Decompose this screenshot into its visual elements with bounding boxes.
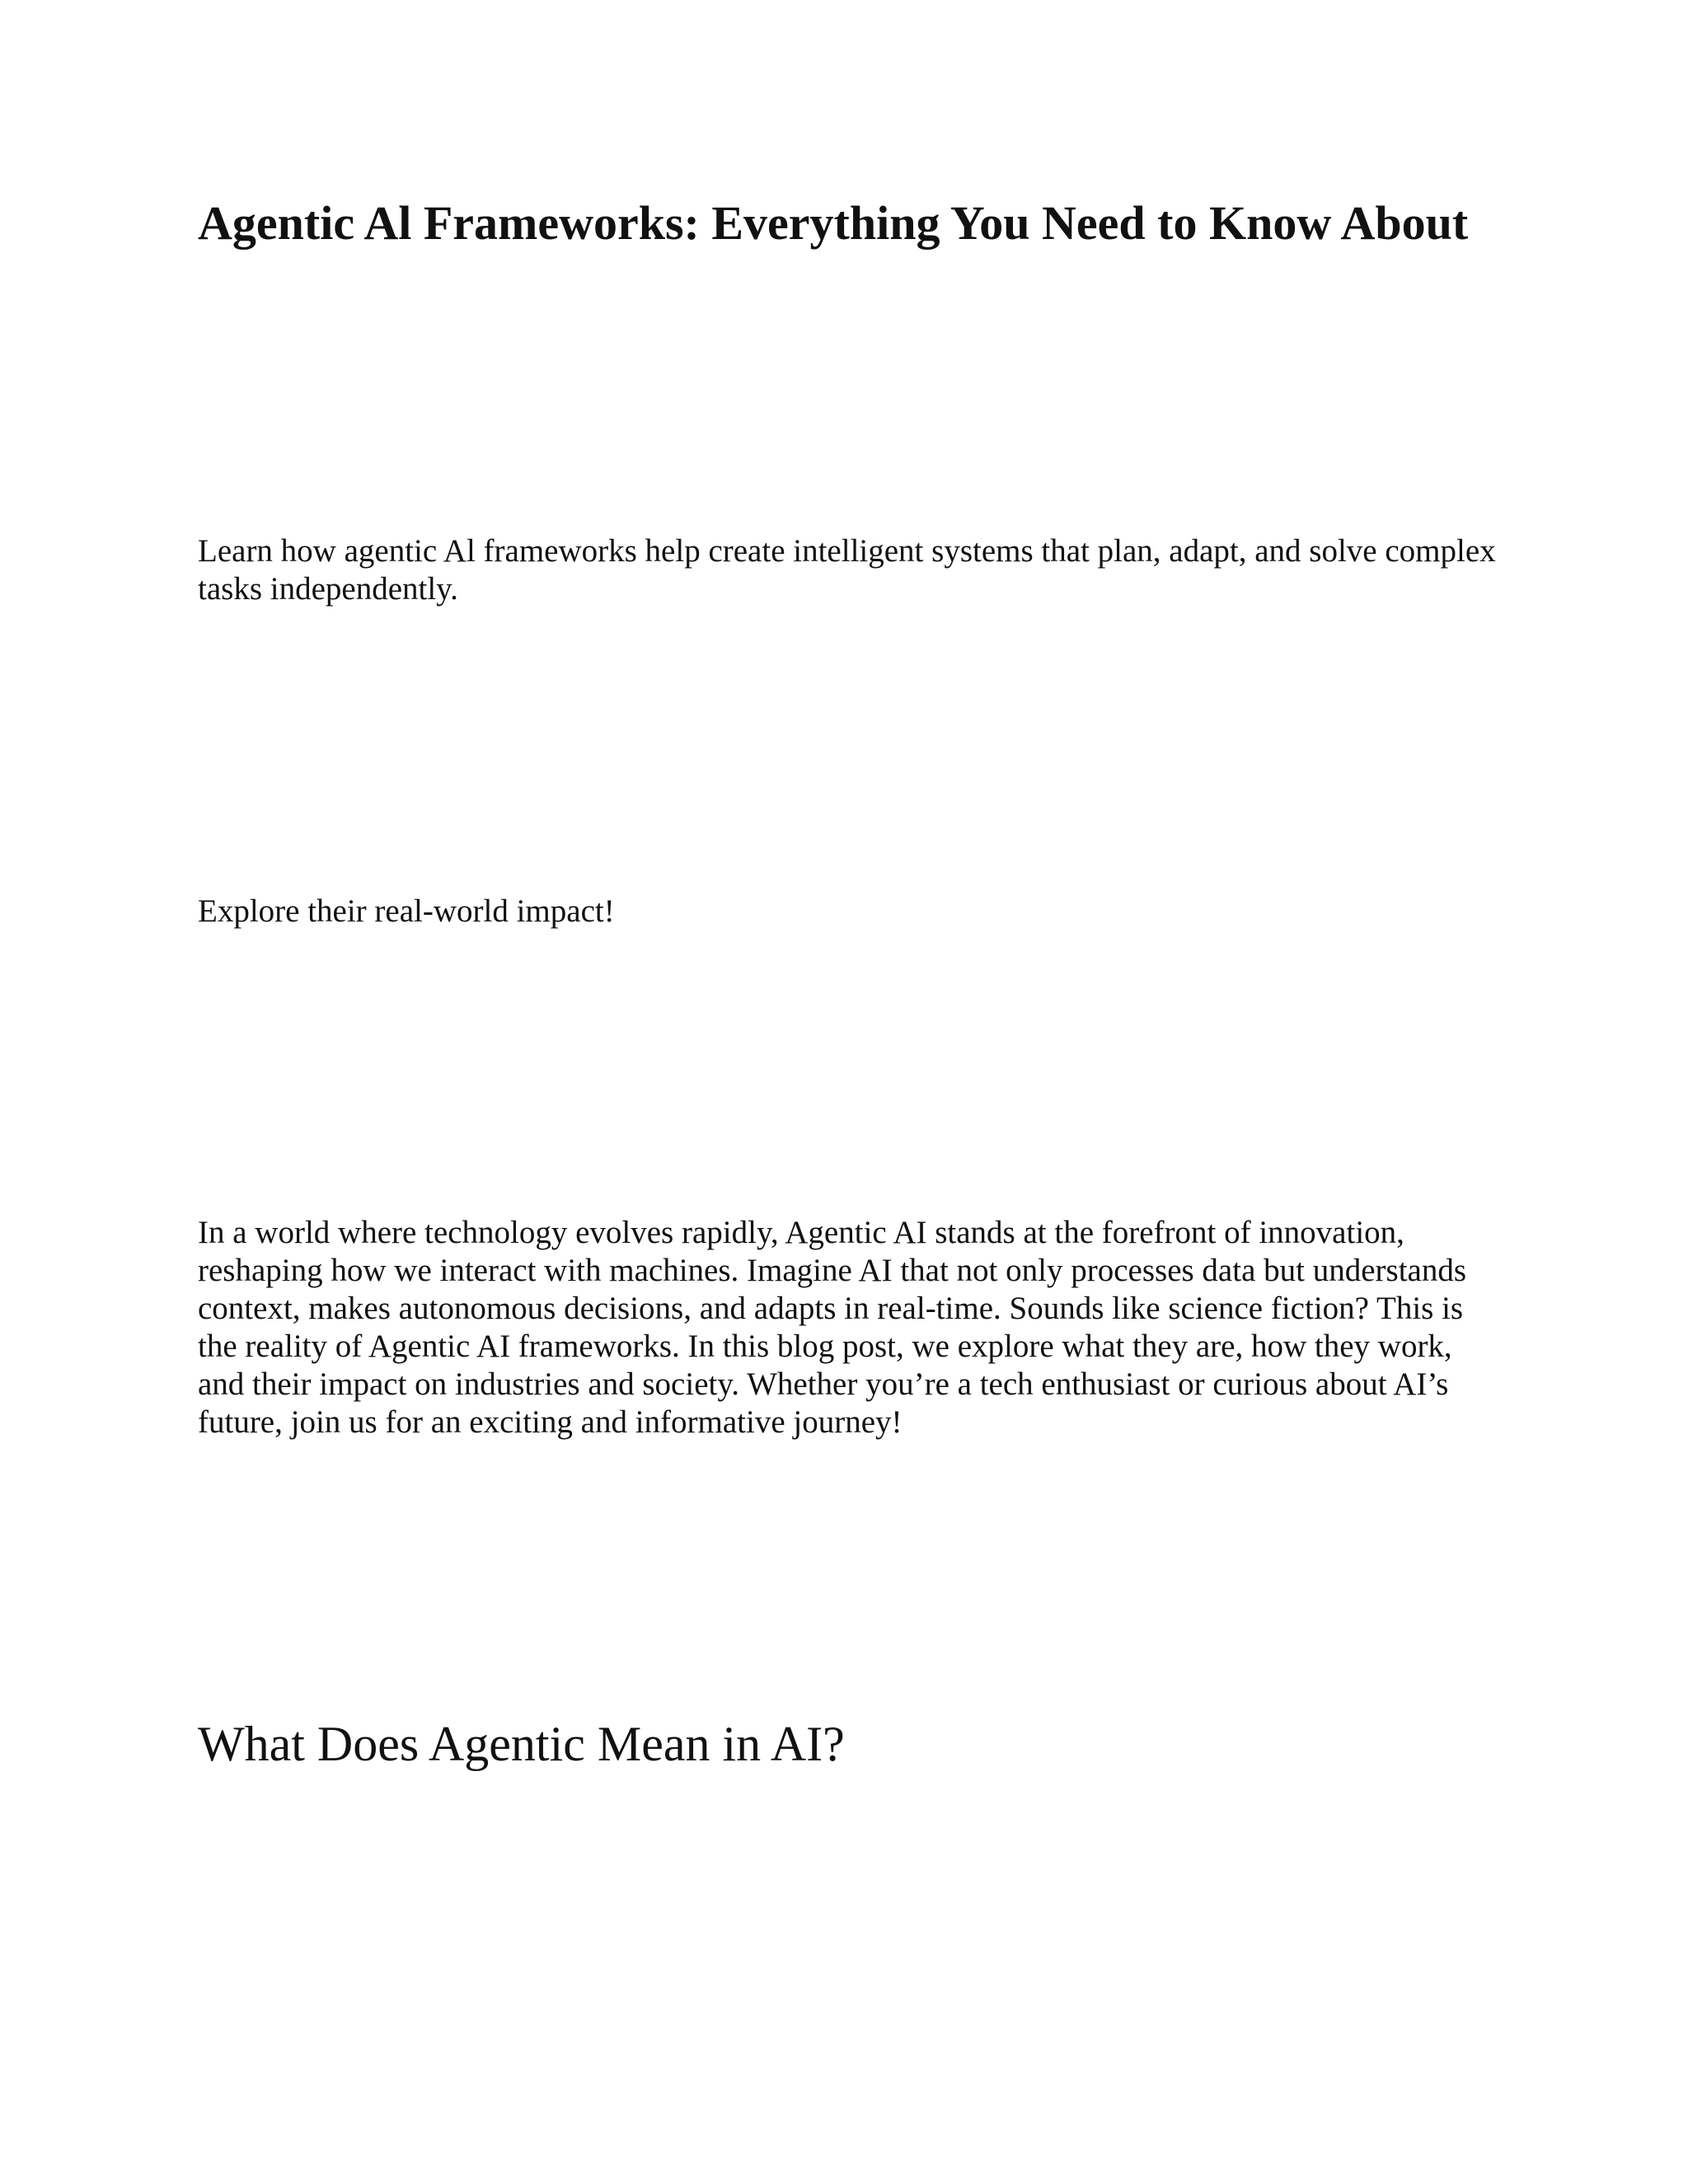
page-title: Agentic Al Frameworks: Everything You Need to Know About (198, 196, 1469, 250)
intro-paragraph: Learn how agentic Al frameworks help create intelligent systems that plan, adapt, and solve complex tasks independently. (198, 533, 1496, 607)
explore-paragraph: Explore their real-world impact! (198, 893, 615, 929)
section-heading: What Does Agentic Mean in AI? (198, 1717, 845, 1771)
body-paragraph: In a world where technology evolves rapidly, Agentic AI stands at the forefront of innovation, reshaping how we interact with machines. Imagine AI that not only processes data but understands context, makes autonomous decisions, and adapts in real-time. Sounds like science fiction? This is the reality of Agentic AI frameworks. In this blog post, we explore what they are, how they work, and their impact on industries and society. Whether you’re a tech enthusiast or curious about AI’s future, join us for an exciting and informative journey! (198, 1215, 1467, 1440)
